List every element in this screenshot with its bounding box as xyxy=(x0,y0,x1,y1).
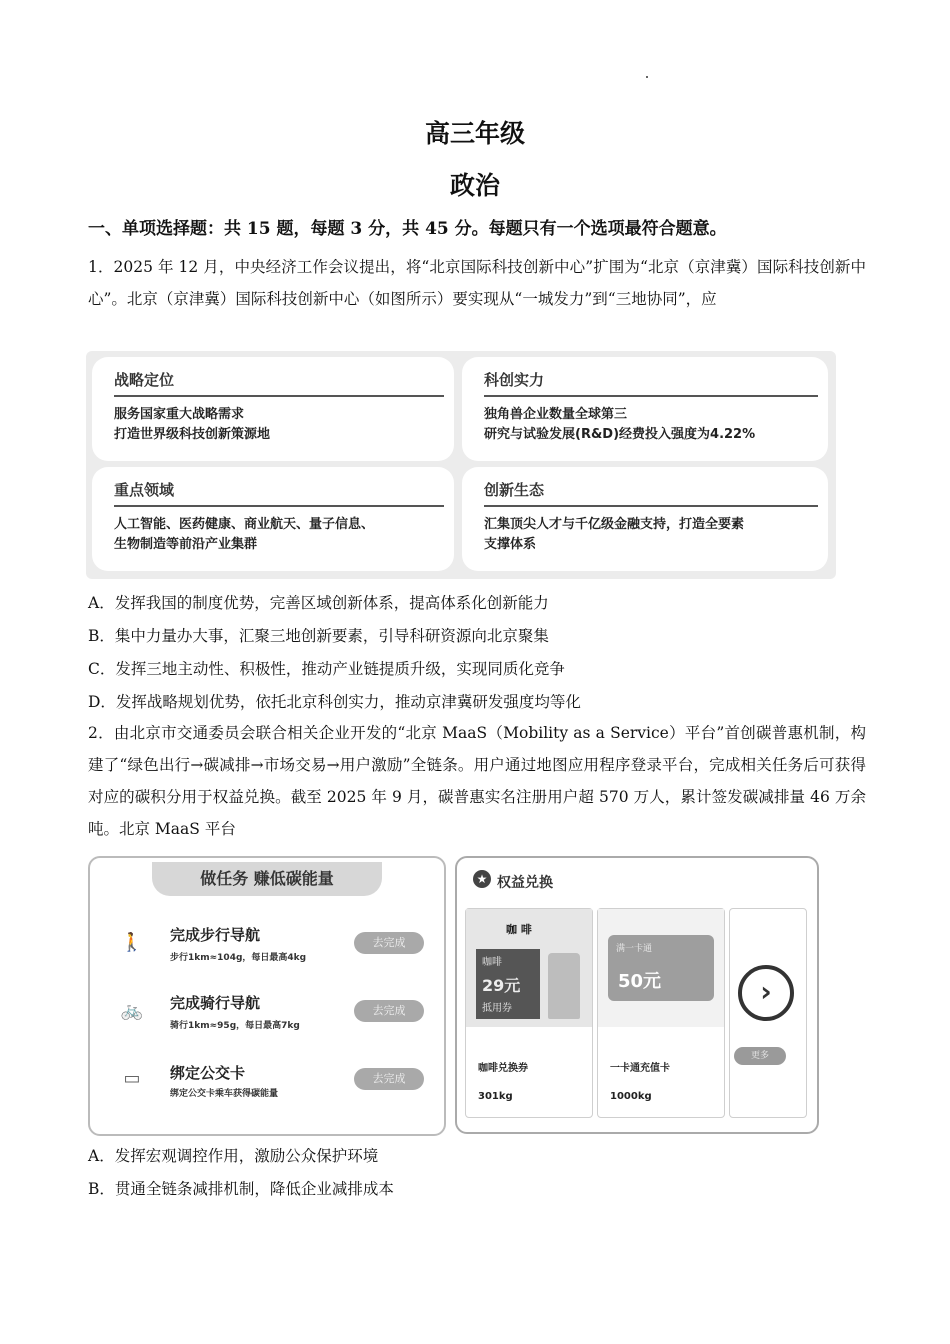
task-banner: 做任务 赚低碳能量 xyxy=(152,862,382,896)
card-divider xyxy=(114,395,444,397)
q1-option-d[interactable]: D．发挥战略规划优势，依托北京科创实力，推动京津冀研发强度均等化 xyxy=(88,693,581,711)
reward-card-coffee[interactable] xyxy=(465,908,593,1118)
q2-option-a[interactable]: A．发挥宏观调控作用，激励公众保护环境 xyxy=(88,1147,379,1165)
more-button[interactable]: 更多 xyxy=(734,1047,786,1065)
section-heading: 一、单项选择题：共 15 题，每题 3 分，共 45 分。每题只有一个选项最符合题意。 xyxy=(88,219,727,239)
task-complete-button[interactable]: 去完成 xyxy=(354,932,424,954)
card-title: 创新生态 xyxy=(484,481,545,499)
star-icon: ★ xyxy=(473,870,491,888)
card-divider xyxy=(484,395,818,397)
card-line: 人工智能、医药健康、商业航天、量子信息、 xyxy=(114,517,375,532)
reward-image xyxy=(598,909,724,1027)
card-divider xyxy=(114,505,444,507)
question-2-stem: 2．由北京市交通委员会联合相关企业开发的“北京 MaaS（Mobility as a Service）平台”首创碳普惠机制，构建了“绿色出行→碳减排→市场交易→用户激励”全链条。用户通过地图应用程序登录平台，完成相关任务后可获得对应的碳积分用于权益兑换。截至 2025 年 9 月，碳普惠实名注册用户超 570 万人，累计签发碳减排量 46 万余吨。北京 MaaS 平台 xyxy=(88,724,866,838)
coupon-badge-title: 咖啡 xyxy=(482,957,502,968)
transit-card-icon xyxy=(608,935,714,1001)
task-title: 绑定公交卡 xyxy=(170,1064,246,1082)
reward-card-transit[interactable] xyxy=(597,908,725,1118)
reward-top-label: 咖 啡 xyxy=(506,923,532,936)
task-complete-button[interactable]: 去完成 xyxy=(354,1000,424,1022)
card-title: 科创实力 xyxy=(484,371,545,389)
q1-option-c[interactable]: C．发挥三地主动性、积极性，推动产业链提质升级，实现同质化竞争 xyxy=(88,660,565,678)
card-line: 服务国家重大战略需求 xyxy=(114,407,245,422)
q1-option-a[interactable]: A．发挥我国的制度优势，完善区域创新体系，提高体系化创新能力 xyxy=(88,594,549,612)
card-title: 重点领域 xyxy=(114,481,175,499)
task-panel xyxy=(88,856,446,1136)
task-subtitle: 绑定公交卡乘车获得碳能量 xyxy=(170,1089,279,1099)
card-innovation-strength xyxy=(462,357,828,461)
card-innovation-ecosystem xyxy=(462,467,828,571)
reward-cost: 1000kg xyxy=(610,1091,652,1102)
card-line: 生物制造等前沿产业集群 xyxy=(114,537,258,552)
task-title: 完成步行导航 xyxy=(170,926,261,944)
task-subtitle: 步行1km≈104g，每日最高4kg xyxy=(170,953,307,963)
coffee-cup-icon xyxy=(548,953,580,1019)
card-line: 打造世界级科技创新策源地 xyxy=(114,427,271,442)
coupon-badge-value: 29元 xyxy=(482,976,521,995)
card-divider xyxy=(484,505,818,507)
card-strategic-positioning xyxy=(92,357,454,461)
card-icon: ▭ xyxy=(123,1068,141,1089)
walk-icon: 🚶 xyxy=(120,932,144,953)
card-line: 支撑体系 xyxy=(484,537,537,552)
reward-panel-title: 权益兑换 xyxy=(497,875,553,891)
transit-card-label: 满一卡通 xyxy=(616,944,653,954)
q1-option-b[interactable]: B．集中力量办大事，汇聚三地创新要素，引导科研资源向北京聚集 xyxy=(88,627,549,645)
bike-icon: 🚲 xyxy=(120,1000,144,1021)
question-1-stem: 1．2025 年 12 月，中央经济工作会议提出，将“北京国际科技创新中心”扩围为“北京（京津冀）国际科技创新中心”。北京（京津冀）国际科技创新中心（如图所示）要实现从“一城发力”到“三地协同”，应 xyxy=(88,258,866,308)
chevron-right-icon[interactable]: › xyxy=(738,965,794,1021)
reward-name: 一卡通充值卡 xyxy=(610,1063,670,1074)
grade-title: 高三年级 xyxy=(424,119,525,148)
more-rewards-card xyxy=(729,908,807,1118)
coupon-badge-note: 抵用券 xyxy=(482,1003,512,1014)
coupon-badge xyxy=(476,949,540,1019)
scan-dot xyxy=(646,76,648,78)
card-line: 汇集顶尖人才与千亿级金融支持，打造全要素 xyxy=(484,517,745,532)
reward-name: 咖啡兑换券 xyxy=(478,1063,528,1074)
task-complete-button[interactable]: 去完成 xyxy=(354,1068,424,1090)
subject-title: 政治 xyxy=(449,171,500,200)
task-subtitle: 骑行1km≈95g，每日最高7kg xyxy=(170,1021,300,1031)
reward-image xyxy=(466,909,592,1027)
card-line: 独角兽企业数量全球第三 xyxy=(484,407,628,422)
card-title: 战略定位 xyxy=(114,371,175,389)
reward-panel xyxy=(455,856,819,1134)
reward-cost: 301kg xyxy=(478,1091,513,1102)
card-key-fields xyxy=(92,467,454,571)
card-line: 研究与试验发展(R&D)经费投入强度为4.22% xyxy=(484,427,756,442)
task-title: 完成骑行导航 xyxy=(170,994,261,1012)
question-1-figure xyxy=(86,351,836,579)
transit-card-value: 50元 xyxy=(618,971,662,992)
q2-option-b[interactable]: B．贯通全链条减排机制，降低企业减排成本 xyxy=(88,1180,394,1198)
